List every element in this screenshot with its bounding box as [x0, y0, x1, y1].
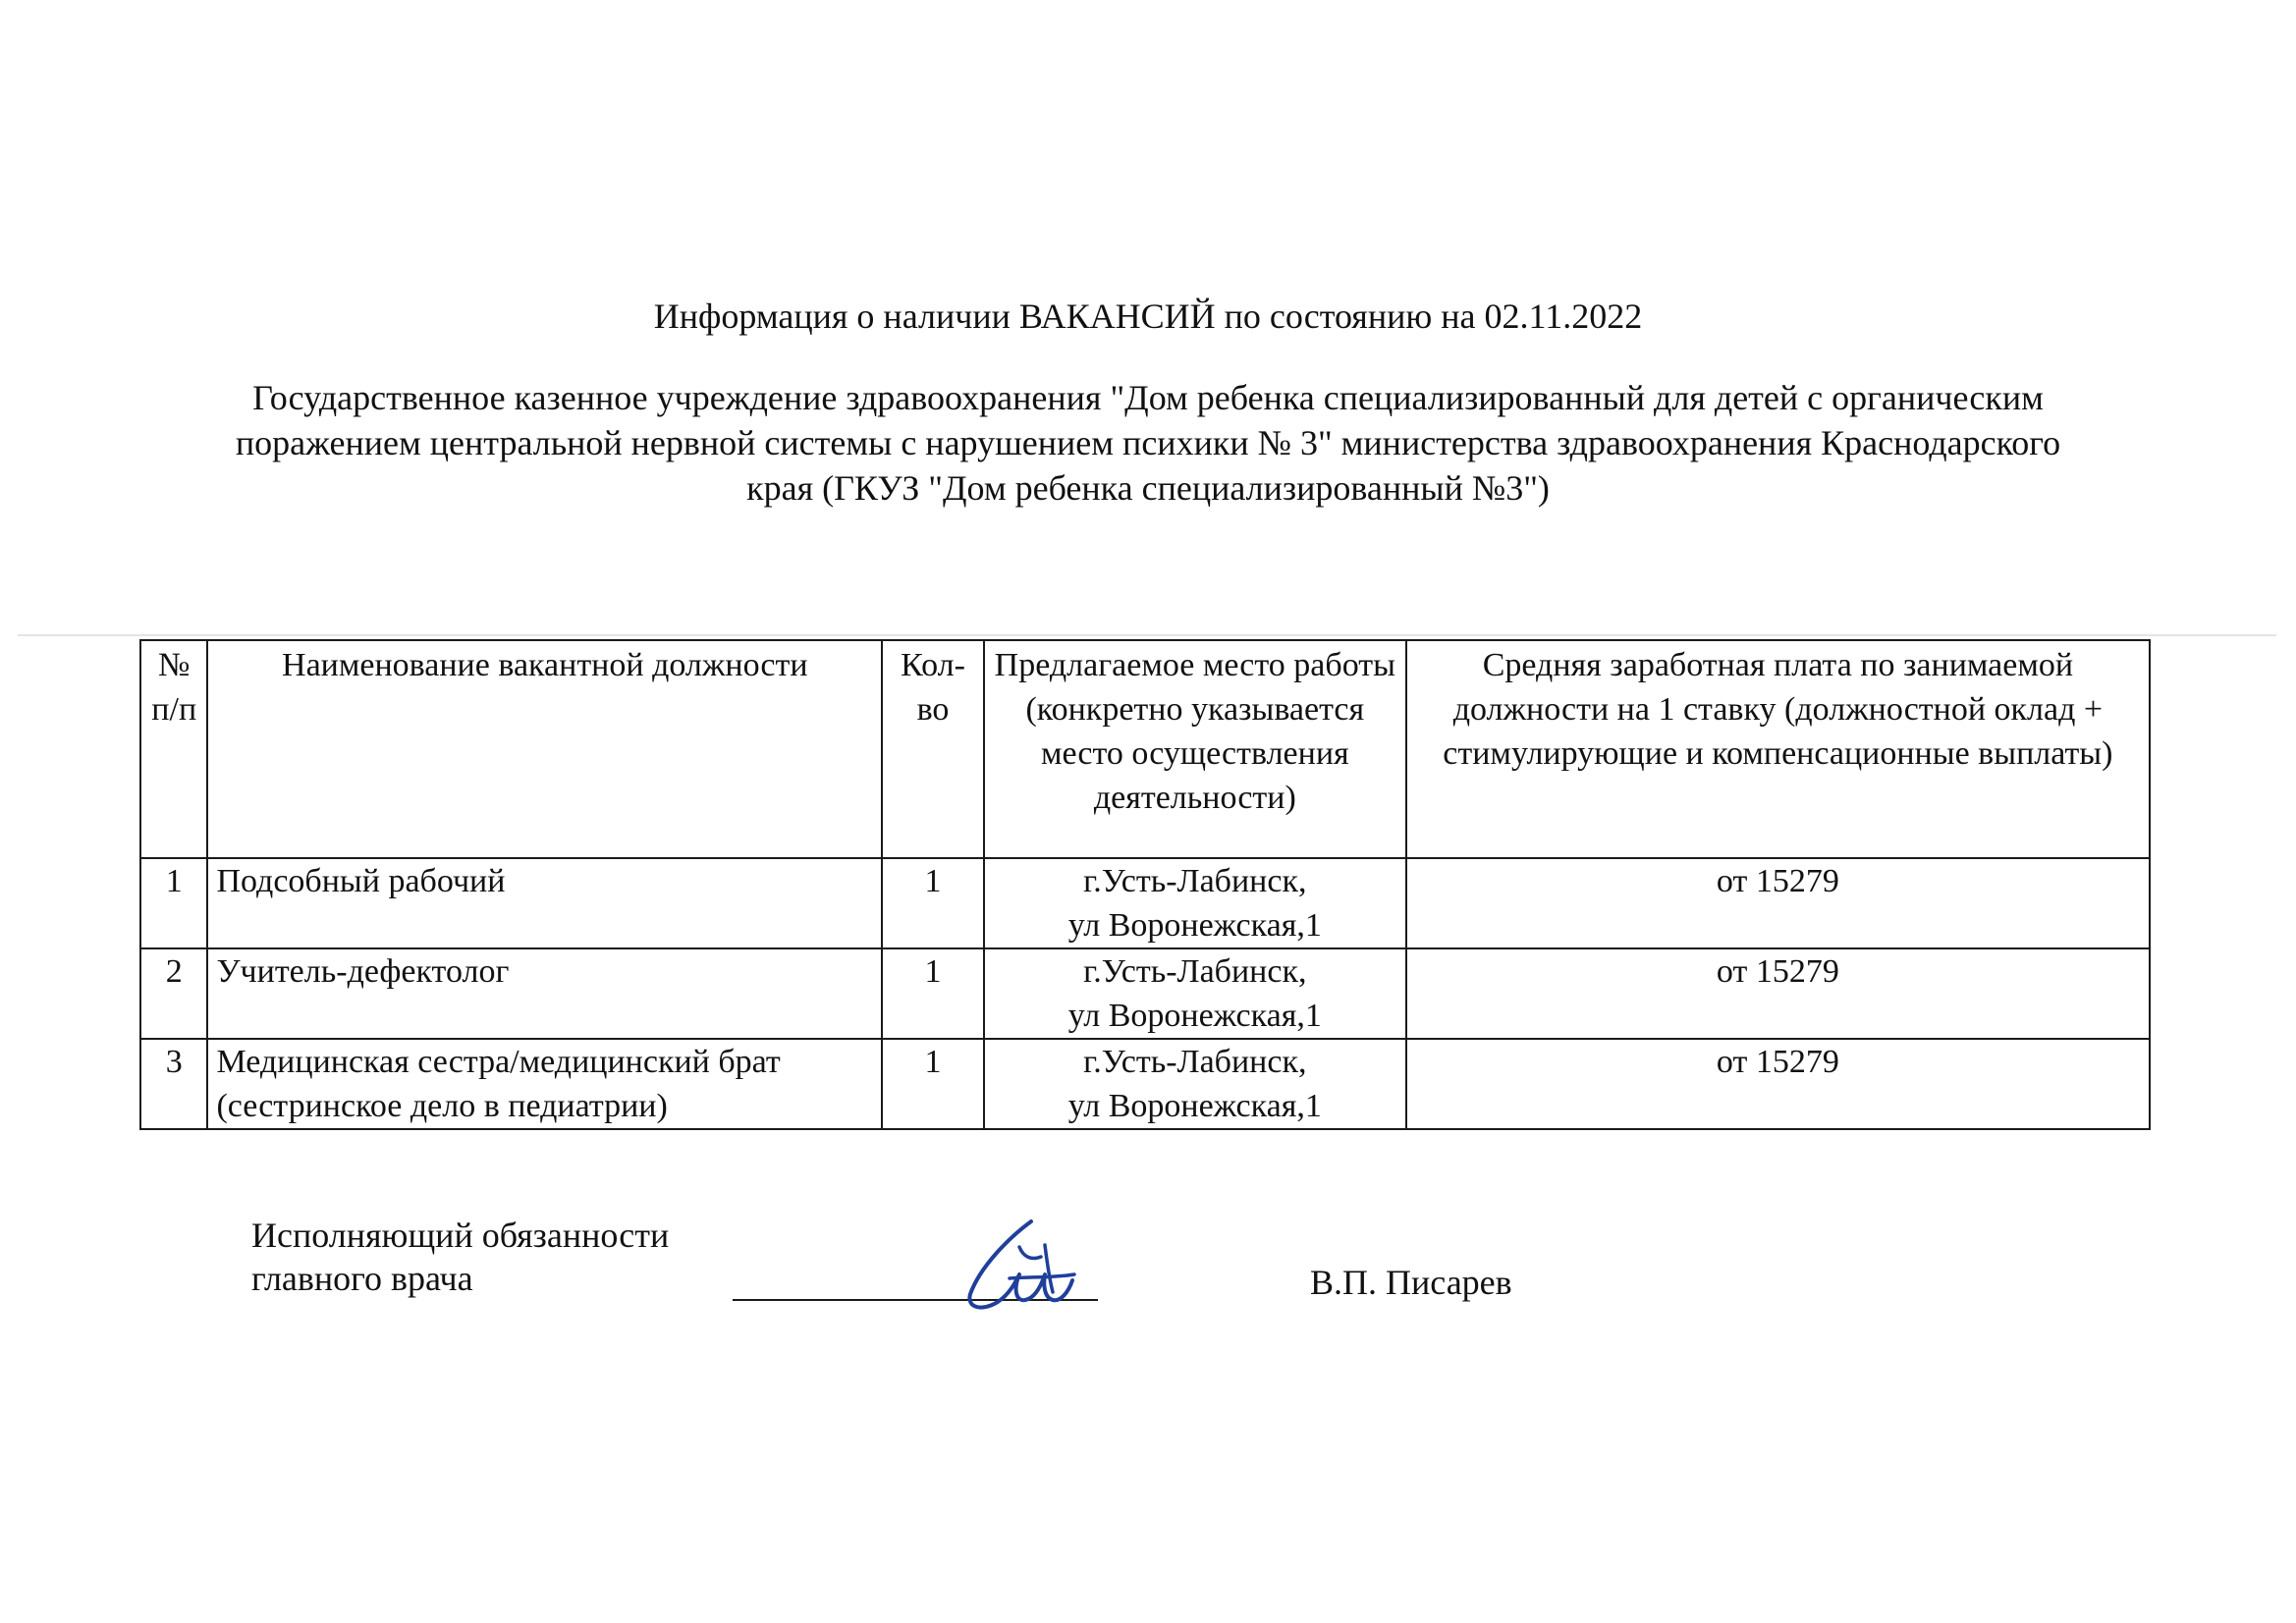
workplace-city: г.Усть-Лабинск, [1083, 1044, 1307, 1080]
table-row [140, 858, 2150, 948]
row-quantity: 1 [882, 948, 984, 1039]
table-header-row [140, 640, 2150, 858]
vacancies-table [139, 639, 2151, 1130]
signatory-role [251, 1214, 669, 1300]
header-salary: Средняя заработная плата по занимаемой должности на 1 ставку (должностной оклад + стимулирующие и компенсационные выплаты) [1406, 640, 2150, 858]
row-position: Подсобный рабочий [207, 858, 882, 948]
row-salary: от 15279 [1406, 1039, 2150, 1129]
workplace-street: ул Воронежская,1 [1067, 1088, 1322, 1124]
signatory-role-line-1: Исполняющий обязанности [251, 1216, 670, 1255]
document-title: Информация о наличии ВАКАНСИЙ по состоянию на 02.11.2022 [653, 297, 1643, 336]
header-number: № п/п [140, 640, 207, 858]
row-quantity: 1 [882, 1039, 984, 1129]
organization-name [147, 375, 2149, 511]
header-workplace: Предлагаемое место работы (конкретно указывается место осуществления деятельности) [984, 640, 1406, 858]
table-row [140, 948, 2150, 1039]
handwritten-signature [951, 1217, 1088, 1316]
row-number: 3 [140, 1039, 207, 1129]
table-row [140, 1039, 2150, 1129]
row-quantity: 1 [882, 858, 984, 948]
header-quantity: Кол-во [882, 640, 984, 858]
signature-stroke [969, 1221, 1072, 1308]
row-position: Учитель-дефектолог [207, 948, 882, 1039]
row-number: 1 [140, 858, 207, 948]
row-workplace [984, 948, 1406, 1039]
row-workplace [984, 858, 1406, 948]
organization-line-1: Государственное казенное учреждение здравоохранения "Дом ребенка специализированный для детей с органическим [252, 378, 2044, 417]
workplace-street: ул Воронежская,1 [1067, 998, 1322, 1034]
header-position: Наименование вакантной должности [207, 640, 882, 858]
signatory-name: В.П. Писарев [1310, 1263, 1512, 1302]
row-workplace [984, 1039, 1406, 1129]
signatory-role-line-2: главного врача [251, 1259, 473, 1298]
row-position: Медицинская сестра/медицинский брат (сестринское дело в педиатрии) [207, 1039, 882, 1129]
organization-line-3: края (ГКУЗ "Дом ребенка специализированный №3") [746, 468, 1550, 508]
workplace-city: г.Усть-Лабинск, [1083, 863, 1307, 899]
scan-artifact-line [18, 634, 2276, 636]
workplace-city: г.Усть-Лабинск, [1083, 953, 1307, 990]
row-salary: от 15279 [1406, 858, 2150, 948]
row-number: 2 [140, 948, 207, 1039]
organization-line-2: поражением центральной нервной системы с нарушением психики № 3" министерства здравоохранения Краснодарского [235, 423, 2061, 462]
row-salary: от 15279 [1406, 948, 2150, 1039]
workplace-street: ул Воронежская,1 [1067, 907, 1322, 944]
